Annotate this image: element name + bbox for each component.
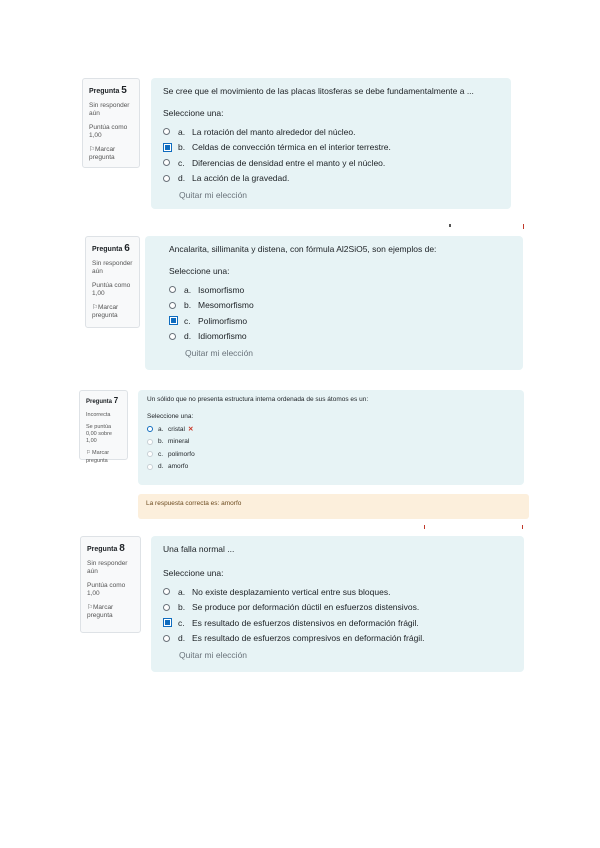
option-b[interactable]: b. Mesomorfismo bbox=[169, 298, 511, 314]
option-b[interactable]: b. Se produce por deformación dúctil en esfuerzos distensivos. bbox=[163, 600, 512, 616]
question-score: Puntúa como 1,00 bbox=[87, 581, 126, 598]
question-8-content bbox=[151, 536, 524, 672]
question-text: Un sólido que no presenta estructura interna ordenada de sus átomos es un: bbox=[147, 396, 369, 403]
answer-prompt: Seleccione una: bbox=[163, 568, 224, 578]
option-b[interactable]: b. Celdas de convección térmica en el interior terrestre. bbox=[163, 140, 499, 156]
radio-button[interactable] bbox=[169, 286, 176, 293]
option-d[interactable]: d. La acción de la gravedad. bbox=[163, 171, 499, 187]
flag-icon: ⚐ bbox=[89, 145, 95, 153]
question-score: Puntúa como 1,00 bbox=[89, 123, 128, 140]
answer-prompt: Seleccione una: bbox=[147, 413, 194, 420]
option-d[interactable]: d. Es resultado de esfuerzos compresivos en deformación frágil. bbox=[163, 631, 512, 647]
question-8-info bbox=[80, 536, 141, 633]
option-c[interactable]: c. Es resultado de esfuerzos distensivos en deformación frágil. bbox=[163, 615, 512, 631]
question-5-info bbox=[82, 78, 140, 168]
option-c[interactable]: c. polimorfo bbox=[147, 448, 515, 461]
radio-button[interactable] bbox=[169, 333, 176, 340]
question-number: Pregunta 8 bbox=[87, 543, 125, 554]
option-a[interactable]: a. cristal ✕ bbox=[147, 423, 515, 436]
question-7-info bbox=[79, 390, 128, 464]
option-c[interactable]: c. Diferencias de densidad entre el manto y el núcleo. bbox=[163, 155, 499, 171]
radio-button[interactable] bbox=[163, 159, 170, 166]
question-text: Se cree que el movimiento de las placas litosferas se debe fundamentalmente a ... bbox=[163, 86, 474, 96]
clear-choice-link[interactable]: Quitar mi elección bbox=[179, 650, 248, 660]
flag-icon: ⚐ bbox=[86, 450, 91, 457]
radio-button[interactable] bbox=[163, 588, 170, 595]
option-d[interactable]: d. Idiomorfismo bbox=[169, 329, 511, 345]
clear-choice-link[interactable]: Quitar mi elección bbox=[179, 190, 248, 200]
question-status: Sin responder aún bbox=[89, 102, 130, 118]
question-7-content bbox=[138, 390, 524, 485]
divider-mark bbox=[449, 224, 451, 227]
question-number: Pregunta 5 bbox=[89, 85, 127, 96]
radio-button[interactable] bbox=[147, 451, 153, 457]
radio-button[interactable] bbox=[163, 635, 170, 642]
radio-button[interactable] bbox=[147, 439, 153, 445]
flag-question-link[interactable]: ⚐Marcar pregunta bbox=[86, 450, 110, 464]
clear-choice-link[interactable]: Quitar mi elección bbox=[185, 348, 254, 358]
answer-prompt: Seleccione una: bbox=[169, 266, 230, 276]
flag-icon: ⚐ bbox=[92, 303, 98, 311]
option-a[interactable]: a. No existe desplazamiento vertical entre sus bloques. bbox=[163, 584, 512, 600]
question-status: Sin responder aún bbox=[87, 560, 128, 576]
flag-question-link[interactable]: ⚐Marcar pregunta bbox=[89, 145, 116, 162]
divider-mark bbox=[424, 525, 425, 529]
correct-answer-feedback: La respuesta correcta es: amorfo bbox=[138, 494, 529, 519]
radio-button-selected[interactable] bbox=[163, 143, 172, 152]
option-c[interactable]: c. Polimorfismo bbox=[169, 313, 511, 329]
question-score: Puntúa como 1,00 bbox=[92, 281, 131, 298]
radio-button[interactable] bbox=[163, 604, 170, 611]
question-text: Una falla normal ... bbox=[163, 544, 235, 554]
option-d[interactable]: d. amorfo bbox=[147, 461, 515, 474]
radio-button-selected[interactable] bbox=[147, 426, 153, 432]
question-6-content bbox=[145, 236, 523, 370]
flag-question-link[interactable]: ⚐Marcar pregunta bbox=[92, 303, 119, 320]
question-status: Incorrecta bbox=[86, 411, 111, 418]
option-a[interactable]: a. Isomorfismo bbox=[169, 282, 511, 298]
question-status: Sin responder aún bbox=[92, 260, 133, 276]
answer-prompt: Seleccione una: bbox=[163, 108, 224, 118]
question-number: Pregunta 7 bbox=[86, 396, 119, 405]
radio-button[interactable] bbox=[147, 464, 153, 470]
radio-button-selected[interactable] bbox=[169, 316, 178, 325]
option-b[interactable]: b. mineral bbox=[147, 436, 515, 449]
question-number: Pregunta 6 bbox=[92, 243, 130, 254]
question-6-info bbox=[85, 236, 140, 328]
flag-question-link[interactable]: ⚐Marcar pregunta bbox=[87, 603, 114, 620]
radio-button-selected[interactable] bbox=[163, 618, 172, 627]
divider-mark bbox=[522, 525, 523, 529]
question-text: Ancalarita, sillimanita y distena, con fórmula Al2SiO5, son ejemplos de: bbox=[169, 244, 437, 254]
question-5-content bbox=[151, 78, 511, 209]
radio-button[interactable] bbox=[163, 128, 170, 135]
radio-button[interactable] bbox=[169, 302, 176, 309]
incorrect-icon: ✕ bbox=[187, 426, 194, 434]
question-score: Se puntúa 0,00 sobre 1,00 bbox=[86, 423, 112, 445]
divider-mark bbox=[523, 224, 524, 229]
option-a[interactable]: a. La rotación del manto alrededor del núcleo. bbox=[163, 124, 499, 140]
radio-button[interactable] bbox=[163, 175, 170, 182]
flag-icon: ⚐ bbox=[87, 603, 93, 611]
